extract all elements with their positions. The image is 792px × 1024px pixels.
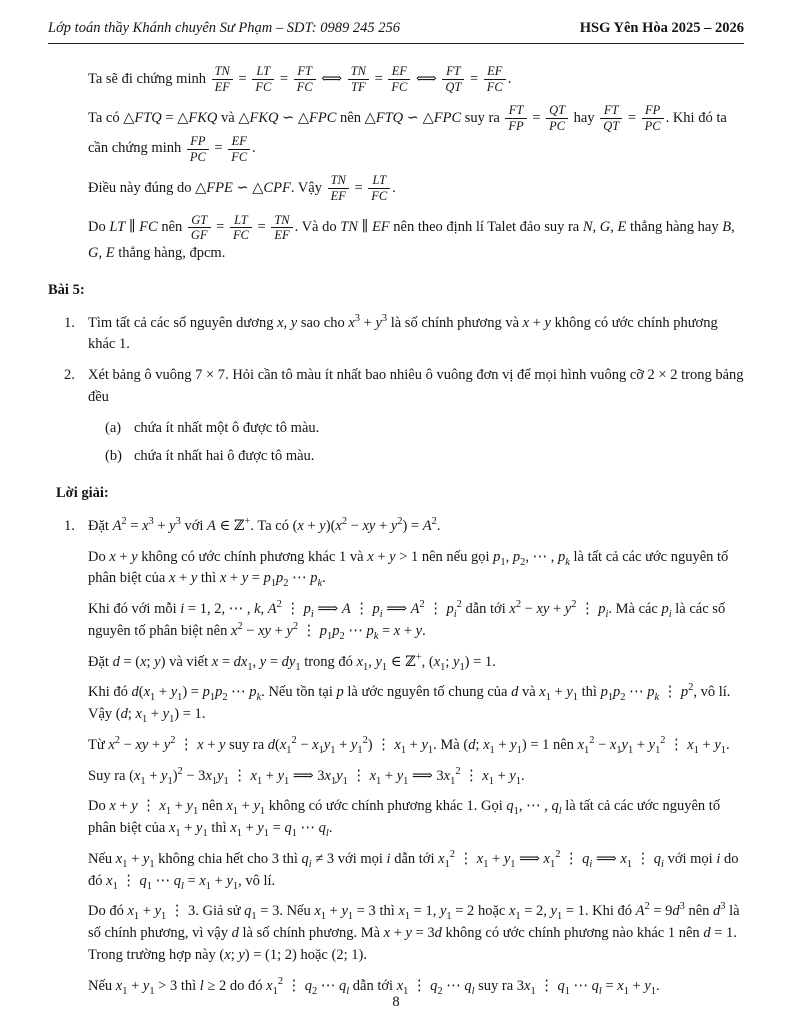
math-expression: △FPE ∽ △CPF (195, 179, 291, 196)
math-expression: l ≥ 2 (199, 977, 227, 994)
paragraph (48, 599, 744, 643)
math-expression: $(x_1 + y_1)^2 - 3x_1y_1$ ⋮ $x_1 + y_1$ ⟹ $3x_1y_1$ ⋮ $x_1 + y_1$ ⟹ $3x_1^2$ ⋮ $x_1 + y_1$ (129, 765, 522, 787)
math-expression: $x_1 + y_1 > 3$ (115, 977, 178, 997)
fraction: $\frac{FT}{FP}$ (505, 103, 526, 133)
math-expression: $x_1 + y_1$ ⋮ 3 (127, 903, 196, 923)
math-expression: △FTQ = △FKQ (123, 109, 218, 126)
math-expression: x + y (168, 570, 198, 587)
fraction: $\frac{LT}{FC}$ (230, 213, 252, 243)
document-body (48, 64, 744, 997)
math-expression: $x^2$ − xy + $y^2$ ⋮ x + y (108, 734, 226, 753)
paragraph (48, 652, 744, 674)
math-expression: x + y (522, 314, 551, 331)
math-expression: $A^2 = 9d^3$ (635, 901, 685, 920)
block-text: Do đó $x_1 + y_1$ ⋮ 3. Giả sử $q_1 = 3$. Nếu $x_1 + y_1 = 3$ thì $x_1 = 1$, $y_1 = 2$ hoặc $x_1 = 2$, $y_1 = 1$. Khi đó $A^2 = 9d^3$ nên $d^3$ là số chính phương, vì vậy d là số chính phương. Mà x + y = 3d không có ước chính phương nào khác 1 nên d = 1. Trong trường hợp này (x; y) = (1; 2) hoặc (2; 1). (88, 901, 740, 963)
header-exam-title: HSG Yên Hòa 2025 – 2026 (579, 20, 744, 36)
math-expression: $A^2 = x^3 + y^3$ (112, 515, 181, 534)
math-expression: $x_1 + y_1$ (226, 798, 266, 818)
section-heading (48, 483, 744, 505)
math-expression: = (466, 70, 482, 87)
paragraph (48, 796, 744, 840)
math-expression: = (212, 219, 228, 236)
list-item (48, 313, 744, 357)
math-expression: i = 1, 2, ⋯ , k, $A^2$ ⋮ $p_i$ ⟹ A ⋮ $p_i$ ⟹ $A^2$ ⋮ $p_i^2$ (180, 599, 462, 620)
page-number: 8 (392, 994, 400, 1010)
block-text: Đặt d = (x; y) và viết $x = dx_1$, $y = dy_1$ trong đó $x_1$, $y_1$ ∈ ℤ+, ($x_1$; $y_1) = 1$. (88, 651, 496, 673)
list-item (48, 365, 744, 409)
block-text: Lời giải: (56, 485, 109, 502)
list-item (48, 446, 744, 468)
math-expression: = (624, 109, 640, 126)
block-text: Khi đó $d(x_1 + y_1) = p_1p_2$ ⋯ $p_k$. Nếu tồn tại p là ước nguyên tố chung của d và $x_1 + y_1$ thì $p_1p_2$ ⋯ $p_k$ ⋮ $p^2$, vô lí. Vậy (d; $x_1 + y_1) = 1$. (88, 682, 731, 725)
math-expression: $x_1 + y_1$ (168, 820, 208, 839)
fraction: $\frac{FT}{QT}$ (600, 103, 622, 133)
math-expression: LT ∥ FC (109, 219, 158, 236)
list-marker: (b) (105, 448, 122, 465)
math-expression: $(x + y)(x^2$ − xy + $y^2) = A^2$ (292, 515, 437, 534)
math-expression: x + y = 3d (383, 925, 442, 942)
math-expression: ⟺ (317, 70, 346, 87)
fraction: $\frac{FT}{QT}$ (442, 64, 464, 94)
math-expression: $x_1$, $y_1$ ∈ ℤ+, ($x_1$; $y_1) = 1$ (356, 651, 493, 673)
fraction: $\frac{LT}{FC}$ (368, 173, 390, 203)
math-expression: A ∈ ℤ+ (207, 515, 251, 534)
fraction: $\frac{FP}{PC}$ (187, 134, 209, 164)
paragraph (48, 682, 744, 726)
block-text: Xét bảng ô vuông 7 × 7. Hỏi cần tô màu ít nhất bao nhiêu ô vuông đơn vị để mọi hình vuông cỡ 2 × 2 trong bảng đều (88, 367, 744, 405)
paragraph (48, 64, 744, 94)
fraction: $\frac{FP}{PC}$ (642, 103, 664, 133)
paragraph (48, 547, 744, 591)
math-expression: (d; $x_1 + y_1) = 1$ (463, 736, 550, 756)
paragraph (48, 103, 744, 164)
math-expression: = (234, 70, 251, 87)
fraction: $\frac{GT}{GF}$ (188, 213, 211, 243)
math-expression: d = 1 (703, 925, 734, 942)
paragraph (48, 849, 744, 893)
math-expression: = (528, 109, 545, 126)
math-expression: ⟺ (412, 70, 441, 87)
math-expression: 7 × 7 (195, 367, 226, 384)
block-text: Do x + y ⋮ $x_1 + y_1$ nên $x_1 + y_1$ không có ước chính phương khác 1. Gọi $q_1$, ⋯ , $q_l$ là tất cả các ước nguyên tố phân biệt của $x_1 + y_1$ thì $x_1 + y_1 = q_1$ ⋯ $q_l$. (88, 798, 721, 839)
fraction: $\frac{EF}{FC}$ (484, 64, 506, 94)
math-expression: (x; y) = (1; 2) (219, 946, 297, 963)
math-expression: $x_1^2 - x_1y_1 + y_1^2$ ⋮ $x_1 + y_1$ (577, 734, 726, 756)
math-expression: d (511, 684, 519, 701)
fraction: $\frac{TN}{EF}$ (271, 213, 292, 243)
math-expression: $p_i$ (661, 601, 672, 620)
math-expression: △FTQ ∽ △FPC (364, 109, 462, 126)
block-text: Bài 5: (48, 281, 85, 298)
math-expression: $q_1$, ⋯ , $q_l$ (506, 798, 562, 818)
paragraph (48, 901, 744, 966)
math-expression: $x_1 + y_1$ (539, 684, 579, 704)
math-expression: d = (x; y) (112, 653, 166, 670)
block-text: Ta sẽ đi chứng minh $\frac{TN}{EF}$ = $\frac{LT}{FC}$ = $\frac{FT}{FC}$ ⟺ $\frac{TN}{TF}$ = $\frac{EF}{FC}$ ⟺ $\frac{FT}{QT}$ = $\frac{EF}{FC}$ . (88, 64, 512, 94)
math-expression: $q_i \ne 3$ (301, 850, 335, 870)
list-marker: 2. (64, 367, 75, 384)
math-expression: $d(x_1^2 - x_1y_1 + y_1^2)$ ⋮ $x_1 + y_1$ (267, 734, 434, 756)
page-header (48, 20, 744, 44)
math-expression: = (253, 219, 270, 236)
math-expression: $d(x_1 + y_1) = p_1p_2$ ⋯ $p_k$ (131, 684, 262, 704)
fraction: $\frac{QT}{PC}$ (546, 103, 568, 133)
math-expression: $x_1 = 1$, $y_1 = 2$ (398, 903, 475, 923)
math-expression: 2 × 2 (647, 367, 678, 384)
block-text: chứa ít nhất hai ô được tô màu. (134, 448, 315, 465)
math-expression: (2; 1) (331, 946, 364, 963)
block-text: Do LT ∥ FC nên $\frac{GT}{GF}$ = $\frac{LT}{FC}$ = $\frac{TN}{EF}$ . Và do TN ∥ EF nên theo định lí Talet đảo suy ra N, G, E thẳng hàng hay B, G, E thẳng hàng, đpcm. (88, 212, 735, 262)
block-text: chứa ít nhất một ô được tô màu. (134, 419, 320, 436)
fraction: $\frac{EF}{FC}$ (228, 134, 250, 164)
block-text: Suy ra $(x_1 + y_1)^2 - 3x_1y_1$ ⋮ $x_1 + y_1$ ⟹ $3x_1y_1$ ⋮ $x_1 + y_1$ ⟹ $3x_1^2$ ⋮ $x_1 + y_1$. (88, 765, 525, 787)
math-expression: = (370, 70, 387, 87)
fraction: $\frac{TN}{EF}$ (328, 173, 349, 203)
math-expression: x + y (109, 548, 138, 565)
math-expression: d (231, 925, 239, 942)
fraction: $\frac{TN}{TF}$ (348, 64, 369, 94)
block-text: Nếu $x_1 + y_1$ không chia hết cho 3 thì $q_i \ne 3$ với mọi i dẫn tới $x_1^2$ ⋮ $x_1 + y_1$ ⟹ $x_1^2$ ⋮ $q_i$ ⟹ $x_1$ ⋮ $q_i$ với mọi i do đó $x_1$ ⋮ $q_1$ ⋯ $q_l = x_1 + y_1$, vô lí. (88, 848, 739, 892)
math-expression: $x_1$ ⋮ $q_2$ ⋯ $q_l$ (396, 977, 475, 997)
fraction: $\frac{TN}{EF}$ (212, 64, 233, 94)
paragraph (48, 173, 744, 203)
list-item (48, 418, 744, 440)
math-expression: $x = dx_1$, $y = dy_1$ (211, 653, 301, 673)
list-item (48, 516, 744, 538)
math-expression: $x_1 + y_1 = q_1$ ⋯ $q_l$ (230, 820, 329, 839)
math-expression: = (350, 179, 367, 196)
math-expression: x + y ⋮ $x_1 + y_1$ (109, 798, 199, 818)
math-expression: x, y (277, 314, 298, 331)
math-expression: $x^2$ − xy + $y^2$ ⋮ $p_i$ (509, 599, 609, 620)
math-expression: $x^3 + y^3$ (348, 312, 388, 331)
math-expression: $x_1 + y_1$ (115, 850, 155, 870)
block-text: Khi đó với mỗi i = 1, 2, ⋯ , k, $A^2$ ⋮ $p_i$ ⟹ A ⋮ $p_i$ ⟹ $A^2$ ⋮ $p_i^2$ dẫn tới $x^2$ − xy + $y^2$ ⋮ $p_i$. Mà các $p_i$ là các số nguyên tố phân biệt nên $x^2$ − xy + $y^2$ ⋮ $p_1p_2$ ⋯ $p_k = x + y$. (88, 599, 726, 642)
math-expression: = (210, 140, 227, 157)
math-expression: $x_1^2$ ⋮ $x_1 + y_1$ ⟹ $x_1^2$ ⋮ $q_i$ ⟹ $x_1$ ⋮ $q_i$ (438, 848, 664, 870)
math-expression: $3x_1$ ⋮ $q_1$ ⋯ $q_l = x_1 + y_1$ (516, 977, 657, 997)
math-expression: $p_1p_2$ ⋯ $p_k$ ⋮ $p^2$ (600, 682, 694, 704)
list-marker: 1. (64, 517, 75, 534)
math-expression: $p_1$, $p_2$, ⋯ , $p_k$ (493, 548, 570, 568)
math-expression: = (276, 70, 292, 87)
fraction: $\frac{LT}{FC}$ (252, 64, 274, 94)
math-expression: (d; $x_1 + y_1) = 1$ (115, 706, 202, 725)
block-text: Điều này đúng do △FPE ∽ △CPF. Vậy $\frac{TN}{EF}$ = $\frac{LT}{FC}$ . (88, 173, 396, 203)
math-expression: $x^2$ − xy + $y^2$ ⋮ $p_1p_2$ ⋯ $p_k = x + y$ (230, 620, 423, 642)
math-expression: $x_1^2$ ⋮ $q_2$ ⋯ $q_l$ (266, 975, 350, 997)
paragraph (48, 766, 744, 788)
math-expression: B, G, E (88, 219, 735, 262)
list-marker: 1. (64, 314, 75, 331)
math-expression: $d^3$ (713, 901, 726, 920)
block-text: Từ $x^2$ − xy + $y^2$ ⋮ x + y suy ra $d(x_1^2 - x_1y_1 + y_1^2)$ ⋮ $x_1 + y_1$. Mà (d; $x_1 + y_1) = 1$ nên $x_1^2 - x_1y_1 + y_1^2$ ⋮ $x_1 + y_1$. (88, 734, 730, 756)
math-expression: $x_1 + y_1 = 3$ (314, 903, 376, 923)
math-expression: $q_1 = 3$ (244, 903, 280, 923)
math-expression: TN ∥ EF (340, 219, 390, 236)
math-expression: $x_1$ ⋮ $q_1$ ⋯ $q_l = x_1 + y_1$ (106, 872, 239, 892)
math-expression: N, G, E (582, 219, 627, 236)
math-expression: △FKQ ∽ △FPC (238, 109, 337, 126)
math-expression: p (336, 684, 344, 701)
math-expression: i (386, 850, 391, 867)
block-text: Ta có △FTQ = △FKQ và △FKQ ∽ △FPC nên △FTQ ∽ △FPC suy ra $\frac{FT}{FP}$ = $\frac{QT}{PC}$ hay $\frac{FT}{QT}$ = $\frac{FP}{PC}$ . Khi đó ta cần chứng minh $\frac{FP}{PC}$ = $\frac{EF}{FC}$ . (88, 103, 727, 164)
fraction: $\frac{EF}{FC}$ (388, 64, 410, 94)
list-marker: (a) (105, 419, 122, 436)
section-heading (48, 280, 744, 302)
block-text: Đặt $A^2 = x^3 + y^3$ với A ∈ ℤ+. Ta có $(x + y)(x^2$ − xy + $y^2) = A^2$. (88, 515, 441, 534)
math-expression: $x + y = p_1p_2$ ⋯ $p_k$ (219, 570, 323, 590)
header-course-info: Lớp toán thầy Khánh chuyên Sư Phạm – SDT: 0989 245 256 (48, 20, 400, 36)
math-expression: $x_1 = 2$, $y_1 = 1$ (508, 903, 585, 923)
fraction: $\frac{FT}{FC}$ (294, 64, 316, 94)
math-expression: x + y > 1 (367, 548, 419, 565)
block-text: Do x + y không có ước chính phương khác 1 và x + y > 1 nên nếu gọi $p_1$, $p_2$, ⋯ , $p_k$ là tất cả các ước nguyên tố phân biệt của x + y thì $x + y = p_1p_2$ ⋯ $p_k$. (88, 548, 729, 590)
block-text: Nếu $x_1 + y_1 > 3$ thì l ≥ 2 do đó $x_1^2$ ⋮ $q_2$ ⋯ $q_l$ dẫn tới $x_1$ ⋮ $q_2$ ⋯ $q_l$ suy ra $3x_1$ ⋮ $q_1$ ⋯ $q_l = x_1 + y_1$. (88, 975, 660, 997)
paragraph (48, 735, 744, 757)
paragraph (48, 213, 744, 265)
block-text: Tìm tất cả các số nguyên dương x, y sao cho $x^3 + y^3$ là số chính phương và x + y không có ước chính phương khác 1. (88, 312, 718, 353)
math-expression: i (716, 850, 721, 867)
